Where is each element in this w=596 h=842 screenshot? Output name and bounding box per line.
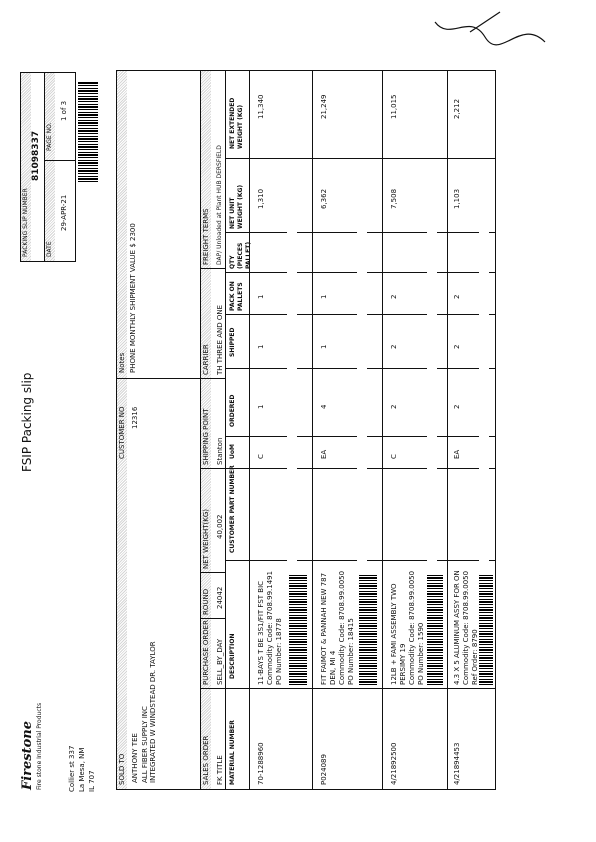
col-description: DESCRIPTION [229,633,236,679]
row3-material: 4/21892500 [390,742,398,785]
col-qty: QTY (PIECES PALLET) [229,241,252,269]
row4-net-unit: 1,103 [453,188,461,209]
sales-order: FK TITLE [216,755,224,785]
ref-box [20,72,76,262]
row1-desc2: Commodity Code: 8708.99.1491 [266,570,274,685]
carrier-label: CARRIER [202,344,210,375]
col-customer-part: CUSTOMER PART NUMBER [229,465,236,553]
row1-uom: C [257,454,265,459]
firestone-logo: Firestone [20,720,35,790]
address-line3: IL 707 [88,770,96,792]
form-box [116,70,496,790]
col-pallets: PACK ON PALLETS [229,281,244,311]
sold-to-line2: ALL FIBER SUPPLY INC [141,706,149,783]
row3-net-ext: 11,015 [390,94,398,119]
row1-net-unit: 1,310 [257,188,265,209]
row2-pallets: 1 [320,294,328,299]
redaction [357,221,367,561]
row3-barcode [427,575,443,685]
row4-pallets: 2 [453,294,461,299]
packing-no-label: PACKING SLIP NUMBER [22,188,29,257]
row1-desc3: PO Number: 18778 [275,618,283,685]
page-value: 1 of 3 [60,100,68,121]
notes-text: PHONE MONTHLY SHIPMENT VALUE $ 2300 [129,223,137,373]
row1-pallets: 1 [257,294,265,299]
header-barcode [78,82,98,182]
date-label: DATE [46,241,53,257]
purchase-order: SELL_BY_DAY [216,638,224,685]
signature [430,7,550,52]
row3-net-unit: 7,508 [390,188,398,209]
row2-net-unit: 6,362 [320,188,328,209]
col-net-ext: NET EXTENDED WEIGHT (KG) [229,97,244,149]
carrier: TH THREE AND ONE [216,304,224,375]
row1-ordered: 1 [257,404,265,409]
col-net-unit: NET UNIT WEIGHT (KG) [229,184,244,229]
row2-shipped: 1 [320,344,328,349]
row2-desc2: DEN, MI 4 [329,650,337,685]
page-title: FSIP Packing slip [20,372,34,472]
row3-ordered: 2 [390,404,398,409]
net-weight: 40,002 [216,514,224,539]
col-material: MATERIAL NUMBER [229,720,236,785]
row2-desc1: FIT FAIMOT & PANNAH NEW 787 [320,572,328,685]
redaction [427,221,437,561]
row1-barcode [289,575,307,685]
date-value: 29-APR-21 [60,194,68,231]
row4-desc2: Commodity Code: 8708.99.0050 [462,570,470,685]
round-value: 24042 [216,586,224,609]
address-line1: Collier st 337 [68,745,76,792]
row2-uom: EA [320,449,328,459]
row3-desc2: PERSIMY 19 [399,643,407,685]
shipping-point-label: SHIPPING POINT [202,408,210,465]
row4-desc3: Ref Order: 8790 [471,629,479,685]
customer-no-label: CUSTOMER NO [118,406,126,459]
freight: DAP/ Unloaded at Plant HUB DERSFIELD [216,145,223,265]
customer-no: 12316 [131,406,139,429]
sales-order-label: SALES ORDER [202,735,210,785]
row2-barcode [359,575,377,685]
row1-shipped: 1 [257,344,265,349]
redaction [479,221,489,561]
round-label: ROUND [202,588,210,615]
row4-shipped: 2 [453,344,461,349]
row4-barcode [479,575,493,685]
notes-label: Notes [118,352,126,373]
row2-desc3: Commodity Code: 8708.99.0050 [338,570,346,685]
packing-no: 81098337 [31,130,41,181]
col-uom: UoM [229,444,236,459]
row2-ordered: 4 [320,404,328,409]
row3-desc4: PO Number: 1590 [417,622,425,685]
row3-uom: C [390,454,398,459]
row4-desc1: 4.3 X 5 ALUMINUM ASSY FOR ON [453,570,461,685]
row2-net-ext: 21,249 [320,94,328,119]
sold-to-line3: INTEGRATED W WINDSTEAD DR. TAYLOR [149,641,157,783]
sold-to-label: SOLD TO [118,753,126,785]
col-ordered: ORDERED [229,394,236,427]
col-shipped: SHIPPED [229,327,236,357]
row1-material: 70-1288960 [257,742,265,785]
purchase-order-label: PURCHASE ORDER [202,620,210,685]
row4-net-ext: 2,212 [453,98,461,119]
row2-desc4: PO Number: 18415 [347,618,355,685]
logo-tagline: Fire stone Industrial Products [36,702,43,790]
address-line2: La Mesa, NM [78,747,86,792]
freight-label: FREIGHT TERMS [202,208,210,265]
page-label: PAGE NO. [46,122,53,151]
row3-pallets: 2 [390,294,398,299]
row4-uom: EA [453,449,461,459]
row3-shipped: 2 [390,344,398,349]
row4-material: 4/21894453 [453,742,461,785]
row2-material: P024089 [320,754,328,785]
row4-ordered: 2 [453,404,461,409]
row1-desc1: 11-BAYS T BE 3S1/FIT FST BIC [257,580,265,685]
sold-to-line1: ANTHONY TEE [131,733,139,783]
row1-net-ext: 11,340 [257,94,265,119]
net-weight-label: NET WEIGHT(KG) [202,508,210,569]
row3-desc1: 12LB + FAMI ASSEMBLY TWO [390,583,398,685]
row3-desc3: Commodity Code: 8708.99.0050 [408,570,416,685]
shipping-point: Stanton [216,437,224,465]
redaction [287,221,297,561]
